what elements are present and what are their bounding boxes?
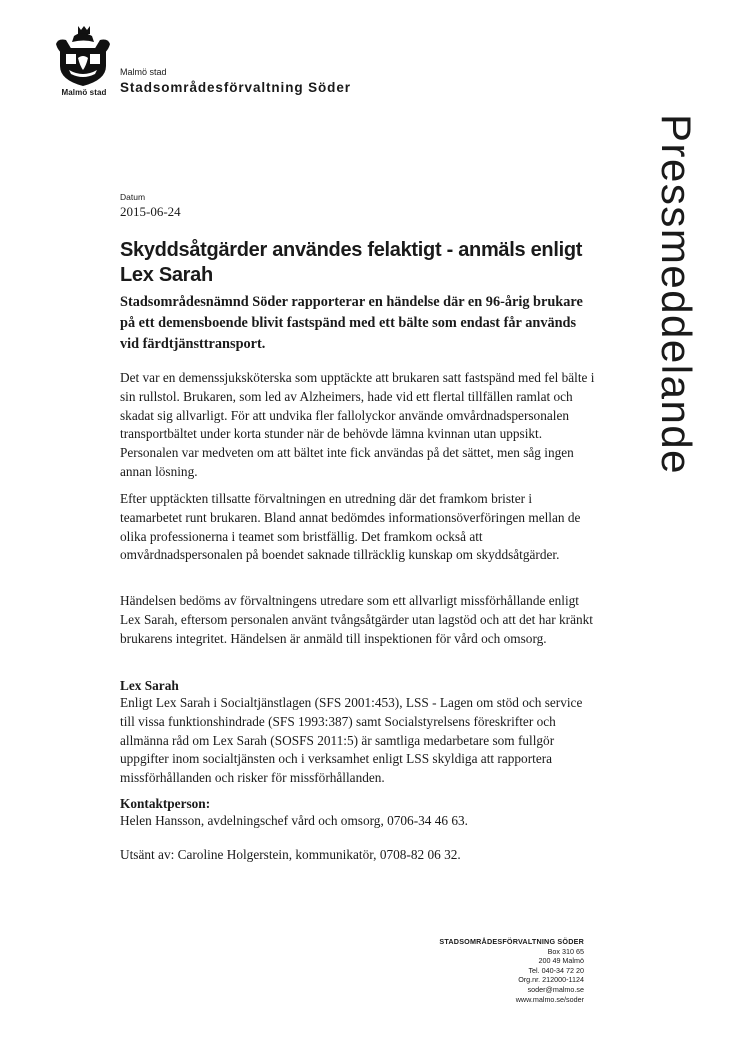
coat-of-arms-icon [52,24,114,88]
headline: Skyddsåtgärder användes felaktigt - anmäls enligt Lex Sarah [120,239,583,286]
lex-sarah-text: Enligt Lex Sarah i Socialtjänstlagen (SFS 2001:453), LSS - Lagen om stöd och service till vissa funktionshindrade (SFS 1993:387) samt Socialstyrelsens föreskrifter och allmänna råd om Lex Sarah (SOSFS 2011:5) är samtliga medarbetare som fullgör uppgifter inom socialtjänsten och i verksamhet enligt LSS skyldiga att rapportera missförhållanden och risker för missförhållanden. [120,695,583,786]
lex-sarah-heading: Lex Sarah [120,678,179,693]
ingress: Stadsområdesnämnd Söder rapporterar en händelse där en 96-årig brukare på ett demensboende blivit fastspänd med ett bälte som endast får används vid färdtjänsttransport. [120,294,583,352]
contact-text: Helen Hansson, avdelningschef vård och omsorg, 0706-34 46 63. [120,813,468,828]
logo-label: Malmö stad [61,88,107,97]
org-parent: Malmö stad [120,67,167,77]
vertical-document-type: Pressmeddelande [653,114,700,476]
body-paragraph: Händelsen bedöms av förvaltningens utredare som ett allvarligt missförhållande enligt Lex Sarah, eftersom personalen använt tvångsåtgärder utan lagstöd och att det har kränkt brukarens integritet. Händelsen är anmäld till inspektionen för vård och omsorg. [120,593,593,646]
sent-by-text: Utsänt av: Caroline Holgerstein, kommunikatör, 0708-82 06 32. [120,847,461,862]
footer-address [439,937,584,1004]
footer-org-name: STADSOMRÅDESFÖRVALTNING SÖDER [439,937,584,946]
footer-web[interactable]: www.malmo.se/soder [515,994,584,1004]
footer-box: Box 310 65 [547,946,584,956]
footer-email[interactable]: soder@malmo.se [527,984,584,994]
date-label: Datum [120,192,146,202]
footer-org-nr: Org.nr. 212000-1124 [518,975,584,985]
contact-heading: Kontaktperson: [120,796,211,811]
footer-postal: 200 49 Malmö [538,956,584,966]
body-paragraph: Efter upptäckten tillsatte förvaltningen en utredning där det framkom brister i teamarbetet runt brukaren. Bland annat bedömdes informationsöverföringen mellan de olika professionerna i teamet som bristfällig. Det framkom också att omvårdnadspersonalen på boendet saknade tillräcklig kunskap om skyddsåtgärder. [120,491,581,563]
footer-phone: Tel. 040-34 72 20 [528,965,584,975]
org-name: Stadsområdesförvaltning Söder [120,80,351,95]
body-paragraph: Det var en demenssjuksköterska som upptäckte att brukaren satt fastspänd med fel bälte i sin rullstol. Brukaren, som led av Alzheimers, hade vid ett flertal tillfällen ramlat och skadat sig allvarligt. För att undvika fler fallolyckor använde omvårdnadspersonalen transportbältet under korta stunder när de behövde lämna kvinnan utan uppsikt. Personalen var medveten om att bältet inte fick användas på det sättet, men såg ingen annan lösning. [120,370,595,479]
date-value: 2015-06-24 [120,204,181,219]
